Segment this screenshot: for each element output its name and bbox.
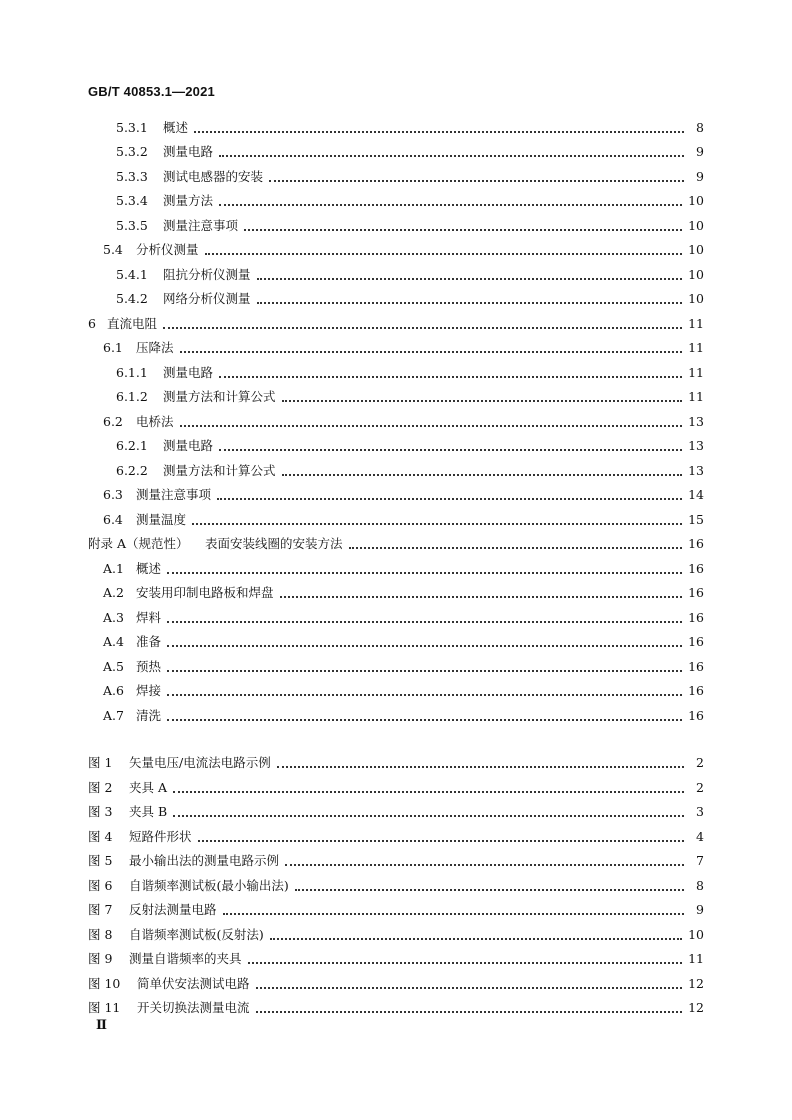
entry-page-number: 10 [688, 927, 704, 942]
entry-number: A.1 [103, 561, 124, 576]
figure-entry[interactable] [88, 949, 704, 969]
entry-title: 网络分析仪测量 [163, 291, 251, 306]
toc-entry[interactable] [103, 608, 704, 628]
figure-entry[interactable] [88, 900, 704, 920]
entry-title: 最小输出法的测量电路示例 [129, 853, 280, 868]
entry-title: 自谐频率测试板(最小输出法) [129, 878, 289, 893]
entry-page-number: 10 [688, 193, 704, 208]
entry-number: 5.3.4 [116, 193, 148, 208]
entry-number: A.3 [103, 610, 124, 625]
entry-label [103, 681, 161, 701]
toc-entry[interactable] [116, 191, 704, 211]
entry-title: 准备 [136, 634, 162, 649]
dot-leader [167, 718, 682, 721]
dot-leader [282, 399, 683, 402]
entry-title: 测量电路 [163, 365, 214, 380]
entry-label [103, 559, 161, 579]
toc-entry[interactable] [116, 387, 704, 407]
toc-entry[interactable] [116, 167, 704, 187]
dot-leader [180, 350, 683, 353]
figure-entry[interactable] [88, 827, 704, 847]
figure-entry[interactable] [88, 778, 704, 798]
page-folio: Ⅱ [96, 1018, 106, 1033]
entry-title: 测量方法和计算公式 [163, 389, 276, 404]
entry-title: 夹具 B [129, 804, 168, 819]
dot-leader [257, 277, 683, 280]
entry-label [116, 142, 213, 162]
toc-entry[interactable] [116, 142, 704, 162]
figure-entry[interactable] [88, 802, 704, 822]
entry-label [116, 118, 188, 138]
entry-title: 测量电路 [163, 438, 214, 453]
dot-leader [219, 203, 682, 206]
entry-label [88, 900, 217, 920]
entry-page-number: 13 [688, 463, 704, 478]
entry-label [88, 534, 343, 554]
entry-number: 附录 A（规范性） [88, 536, 189, 551]
entry-number: 5.4.2 [116, 291, 148, 306]
entry-page-number: 16 [688, 659, 704, 674]
dot-leader [280, 595, 683, 598]
dot-leader [295, 888, 684, 891]
figure-entry[interactable] [88, 998, 704, 1018]
dot-leader [167, 620, 682, 623]
entry-number: 6.1 [103, 340, 123, 355]
entry-title: 测量方法 [163, 193, 214, 208]
toc-entry[interactable] [88, 314, 704, 334]
entry-number: 图 2 [88, 780, 113, 795]
toc-entry[interactable] [103, 681, 704, 701]
entry-title: 测量电路 [163, 144, 214, 159]
entry-title: 测量方法和计算公式 [163, 463, 276, 478]
dot-leader [285, 863, 684, 866]
entry-number: 图 3 [88, 804, 113, 819]
entry-page-number: 9 [696, 169, 704, 184]
entry-label [103, 485, 211, 505]
entry-label [103, 706, 161, 726]
entry-page-number: 16 [688, 634, 704, 649]
entry-number: 5.3.5 [116, 218, 148, 233]
entry-page-number: 13 [688, 438, 704, 453]
entry-page-number: 16 [688, 585, 704, 600]
entry-page-number: 16 [688, 610, 704, 625]
entry-number: 6.1.1 [116, 365, 148, 380]
entry-title: 表面安装线圈的安装方法 [205, 536, 343, 551]
entry-page-number: 15 [688, 512, 704, 527]
entry-label [103, 240, 199, 260]
entry-page-number: 7 [696, 853, 704, 868]
toc-entry[interactable] [116, 265, 704, 285]
dot-leader [269, 179, 684, 182]
entry-number: 5.4 [103, 242, 123, 257]
dot-leader [219, 154, 684, 157]
entry-label [88, 998, 250, 1018]
entry-page-number: 11 [688, 365, 704, 380]
dot-leader [257, 301, 683, 304]
entry-page-number: 9 [696, 902, 704, 917]
toc-entry[interactable] [103, 657, 704, 677]
entry-title: 预热 [136, 659, 162, 674]
dot-leader [167, 571, 682, 574]
entry-number: 6 [88, 316, 96, 331]
entry-page-number: 10 [688, 291, 704, 306]
figure-entry[interactable] [88, 876, 704, 896]
dot-leader [219, 448, 682, 451]
dot-leader [282, 473, 683, 476]
entry-title: 概述 [136, 561, 162, 576]
entry-label [116, 216, 238, 236]
entry-page-number: 16 [688, 708, 704, 723]
entry-title: 直流电阻 [107, 316, 158, 331]
entry-page-number: 4 [696, 829, 704, 844]
entry-title: 矢量电压/电流法电路示例 [129, 755, 271, 770]
entry-label [116, 265, 251, 285]
dot-leader [173, 814, 684, 817]
entry-page-number: 12 [688, 1000, 704, 1015]
entry-number: 5.3.1 [116, 120, 148, 135]
entry-title: 安装用印制电路板和焊盘 [136, 585, 274, 600]
entry-number: 6.2 [103, 414, 123, 429]
entry-title: 压降法 [136, 340, 174, 355]
entry-number: 图 9 [88, 951, 113, 966]
entry-page-number: 16 [688, 561, 704, 576]
toc-entry[interactable] [116, 436, 704, 456]
entry-page-number: 11 [688, 389, 704, 404]
entry-label [116, 436, 213, 456]
entry-title: 测量注意事项 [163, 218, 239, 233]
dot-leader [205, 252, 683, 255]
entry-number: 6.4 [103, 512, 123, 527]
entry-number: 图 8 [88, 927, 113, 942]
entry-label [88, 949, 242, 969]
dot-leader [219, 375, 682, 378]
entry-page-number: 13 [688, 414, 704, 429]
entry-title: 测量温度 [136, 512, 187, 527]
toc-entry[interactable] [103, 559, 704, 579]
dot-leader [248, 961, 683, 964]
dot-leader [223, 912, 684, 915]
entry-label [116, 289, 251, 309]
dot-leader [270, 937, 682, 940]
entry-label [88, 802, 167, 822]
entry-title: 阻抗分析仪测量 [163, 267, 251, 282]
figure-entry[interactable] [88, 753, 704, 773]
dot-leader [198, 839, 684, 842]
entry-page-number: 8 [696, 878, 704, 893]
entry-number: 6.2.1 [116, 438, 148, 453]
dot-leader [167, 693, 682, 696]
entry-page-number: 8 [696, 120, 704, 135]
entry-number: 5.4.1 [116, 267, 148, 282]
toc-entry[interactable] [103, 412, 704, 432]
entry-number: 图 10 [88, 976, 121, 991]
figure-entry[interactable] [88, 974, 704, 994]
entry-number: 6.3 [103, 487, 123, 502]
entry-page-number: 3 [696, 804, 704, 819]
entry-page-number: 16 [688, 536, 704, 551]
toc-entry[interactable] [103, 240, 704, 260]
entry-page-number: 11 [688, 951, 704, 966]
entry-page-number: 10 [688, 242, 704, 257]
entry-label [116, 461, 276, 481]
entry-page-number: 11 [688, 340, 704, 355]
dot-leader [256, 986, 683, 989]
dot-leader [277, 765, 684, 768]
entry-number: A.6 [103, 683, 124, 698]
entry-number: 5.3.2 [116, 144, 148, 159]
dot-leader [256, 1010, 683, 1013]
entry-title: 开关切换法测量电流 [137, 1000, 250, 1015]
entry-number: 图 11 [88, 1000, 121, 1015]
entry-number: 图 1 [88, 755, 113, 770]
entry-label [103, 583, 274, 603]
entry-title: 夹具 A [129, 780, 168, 795]
toc-entry[interactable] [103, 632, 704, 652]
entry-title: 测试电感器的安装 [163, 169, 264, 184]
entry-label [116, 363, 213, 383]
entry-title: 简单伏安法测试电路 [137, 976, 250, 991]
toc-entry[interactable] [116, 118, 704, 138]
toc-entry[interactable] [116, 289, 704, 309]
entry-label [88, 851, 279, 871]
entry-number: A.2 [103, 585, 124, 600]
toc-entry[interactable] [103, 510, 704, 530]
entry-title: 焊接 [136, 683, 162, 698]
entry-title: 清洗 [136, 708, 162, 723]
entry-page-number: 2 [696, 755, 704, 770]
entry-page-number: 2 [696, 780, 704, 795]
entry-page-number: 10 [688, 267, 704, 282]
toc-entry[interactable] [116, 461, 704, 481]
entry-label [103, 608, 161, 628]
entry-title: 焊料 [136, 610, 162, 625]
toc-entry[interactable] [116, 216, 704, 236]
entry-label [88, 753, 271, 773]
entry-page-number: 16 [688, 683, 704, 698]
entry-title: 概述 [163, 120, 189, 135]
entry-label [103, 412, 174, 432]
dot-leader [163, 326, 682, 329]
entry-label [88, 974, 250, 994]
figure-entry[interactable] [88, 925, 704, 945]
entry-number: 图 5 [88, 853, 113, 868]
toc-entry[interactable] [116, 363, 704, 383]
toc-entry[interactable] [88, 534, 704, 554]
entry-number: A.5 [103, 659, 124, 674]
entry-label [103, 632, 161, 652]
dot-leader [192, 522, 682, 525]
standard-code: GB/T 40853.1—2021 [88, 84, 215, 99]
entry-title: 自谐频率测试板(反射法) [129, 927, 264, 942]
entry-label [103, 510, 186, 530]
entry-number: 5.3.3 [116, 169, 148, 184]
entry-label [88, 778, 167, 798]
toc-entry[interactable] [103, 338, 704, 358]
entry-page-number: 10 [688, 218, 704, 233]
entry-label [88, 876, 289, 896]
entry-label [116, 191, 213, 211]
dot-leader [194, 130, 684, 133]
entry-number: 6.2.2 [116, 463, 148, 478]
entry-title: 测量注意事项 [136, 487, 212, 502]
dot-leader [217, 497, 682, 500]
entry-title: 反射法测量电路 [129, 902, 217, 917]
toc-entry[interactable] [103, 583, 704, 603]
entry-page-number: 9 [696, 144, 704, 159]
dot-leader [349, 546, 683, 549]
dot-leader [244, 228, 682, 231]
entry-number: 图 6 [88, 878, 113, 893]
entry-number: A.7 [103, 708, 124, 723]
entry-title: 短路件形状 [129, 829, 192, 844]
entry-label [116, 167, 263, 187]
entry-number: A.4 [103, 634, 124, 649]
entry-page-number: 12 [688, 976, 704, 991]
entry-number: 6.1.2 [116, 389, 148, 404]
entry-page-number: 14 [688, 487, 704, 502]
entry-title: 电桥法 [136, 414, 174, 429]
entry-number: 图 7 [88, 902, 113, 917]
entry-title: 测量自谐频率的夹具 [129, 951, 242, 966]
entry-title: 分析仪测量 [136, 242, 199, 257]
entry-label [116, 387, 276, 407]
entry-label [103, 657, 161, 677]
entry-label [88, 827, 192, 847]
entry-label [103, 338, 174, 358]
dot-leader [180, 424, 683, 427]
dot-leader [173, 790, 684, 793]
entry-number: 图 4 [88, 829, 113, 844]
dot-leader [167, 644, 682, 647]
toc-entry[interactable] [103, 485, 704, 505]
dot-leader [167, 669, 682, 672]
figure-entry[interactable] [88, 851, 704, 871]
toc-entry[interactable] [103, 706, 704, 726]
entry-page-number: 11 [688, 316, 704, 331]
entry-label [88, 925, 264, 945]
entry-label [88, 314, 157, 334]
